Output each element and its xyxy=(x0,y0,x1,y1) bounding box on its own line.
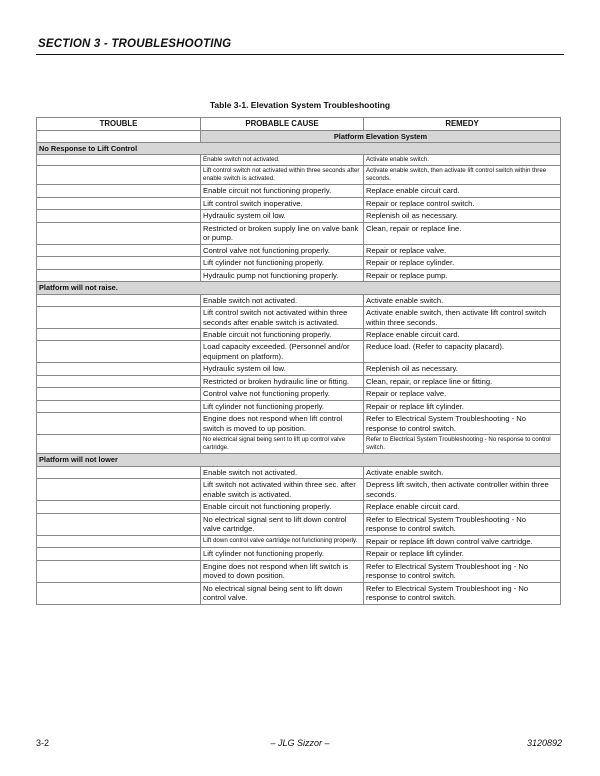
column-header-trouble: TROUBLE xyxy=(37,118,201,131)
trouble-cell xyxy=(37,513,201,535)
trouble-cell xyxy=(37,535,201,547)
trouble-cell xyxy=(37,501,201,513)
remedy-cell: Repair or replace pump. xyxy=(364,269,561,281)
probable-cause-cell: Control valve not functioning properly. xyxy=(201,244,364,256)
probable-cause-cell: Restricted or broken supply line on valve bank or pump. xyxy=(201,222,364,244)
probable-cause-cell: Lift switch not activated within three sec. after enable switch is activated. xyxy=(201,479,364,501)
table-row xyxy=(37,222,561,244)
probable-cause-cell: Engine does not respond when lift switch is moved to down position. xyxy=(201,560,364,582)
probable-cause-cell: Enable circuit not functioning properly. xyxy=(201,501,364,513)
table-row xyxy=(37,257,561,269)
remedy-cell: Replace enable circuit card. xyxy=(364,329,561,341)
remedy-cell: Repair or replace lift cylinder. xyxy=(364,548,561,560)
remedy-cell: Replenish oil as necessary. xyxy=(364,363,561,375)
remedy-cell: Refer to Electrical System Troubleshoot ing - No response to control switch. xyxy=(364,582,561,604)
table-row xyxy=(37,435,561,454)
table-row xyxy=(37,363,561,375)
table-row xyxy=(37,413,561,435)
section-divider xyxy=(36,54,564,55)
trouble-cell xyxy=(37,222,201,244)
probable-cause-cell: Lift cylinder not functioning properly. xyxy=(201,400,364,412)
table-row xyxy=(37,197,561,209)
remedy-cell: Repair or replace cylinder. xyxy=(364,257,561,269)
table-row xyxy=(37,560,561,582)
table-row xyxy=(37,388,561,400)
remedy-cell: Clean, repair or replace line. xyxy=(364,222,561,244)
trouble-cell xyxy=(37,435,201,454)
table-row xyxy=(37,466,561,478)
section-title: SECTION 3 - TROUBLESHOOTING xyxy=(38,38,232,50)
probable-cause-cell: Restricted or broken hydraulic line or fitting. xyxy=(201,375,364,387)
trouble-group-label: Platform will not lower xyxy=(37,454,561,466)
remedy-cell: Activate enable switch. xyxy=(364,466,561,478)
probable-cause-cell: Lift cylinder not functioning properly. xyxy=(201,257,364,269)
trouble-cell xyxy=(37,329,201,341)
probable-cause-cell: Lift down control valve cartridge not functioning properly. xyxy=(201,535,364,547)
table-row xyxy=(37,400,561,412)
table-row xyxy=(37,329,561,341)
table-row xyxy=(37,269,561,281)
table-row xyxy=(37,513,561,535)
remedy-cell: Activate enable switch. xyxy=(364,155,561,166)
remedy-cell: Repair or replace valve. xyxy=(364,244,561,256)
trouble-group-label: Platform will not raise. xyxy=(37,282,561,294)
trouble-group-label: No Response to Lift Control xyxy=(37,142,561,154)
trouble-cell xyxy=(37,269,201,281)
troubleshooting-table xyxy=(36,117,561,605)
trouble-cell xyxy=(37,388,201,400)
probable-cause-cell: Enable switch not activated. xyxy=(201,294,364,306)
trouble-cell xyxy=(37,257,201,269)
table-row xyxy=(37,210,561,222)
remedy-cell: Repair or replace valve. xyxy=(364,388,561,400)
remedy-cell: Reduce load. (Refer to capacity placard). xyxy=(364,341,561,363)
column-header-remedy: REMEDY xyxy=(364,118,561,131)
remedy-cell: Refer to Electrical System Troubleshooting - No response to control switch. xyxy=(364,435,561,454)
footer-title: – JLG Sizzor – xyxy=(270,738,330,748)
trouble-cell xyxy=(37,341,201,363)
remedy-cell: Depress lift switch, then activate controller within three seconds. xyxy=(364,479,561,501)
remedy-cell: Refer to Electrical System Troubleshooting - No response to control switch. xyxy=(364,413,561,435)
table-row xyxy=(37,548,561,560)
subheader-spacer xyxy=(37,130,201,142)
probable-cause-cell: No electrical signal sent to lift down control valve cartridge. xyxy=(201,513,364,535)
remedy-cell: Repair or replace lift down control valve cartridge. xyxy=(364,535,561,547)
trouble-cell xyxy=(37,413,201,435)
remedy-cell: Replenish oil as necessary. xyxy=(364,210,561,222)
document-number: 3120892 xyxy=(526,738,562,748)
trouble-cell xyxy=(37,548,201,560)
probable-cause-cell: Hydraulic system oil low. xyxy=(201,210,364,222)
remedy-cell: Repair or replace control switch. xyxy=(364,197,561,209)
probable-cause-cell: Lift control switch not activated within three seconds after enable switch is activated. xyxy=(201,307,364,329)
trouble-cell xyxy=(37,363,201,375)
probable-cause-cell: No electrical signal being sent to lift up control valve cartridge. xyxy=(201,435,364,454)
trouble-group-row xyxy=(37,454,561,466)
trouble-cell xyxy=(37,185,201,197)
table-row xyxy=(37,294,561,306)
probable-cause-cell: Control valve not functioning properly. xyxy=(201,388,364,400)
trouble-cell xyxy=(37,560,201,582)
remedy-cell: Activate enable switch, then activate lift control switch within three seconds. xyxy=(364,166,561,185)
probable-cause-cell: Engine does not respond when lift control switch is moved to up position. xyxy=(201,413,364,435)
trouble-group-row xyxy=(37,282,561,294)
remedy-cell: Activate enable switch. xyxy=(364,294,561,306)
trouble-cell xyxy=(37,582,201,604)
table-row xyxy=(37,479,561,501)
table-row xyxy=(37,582,561,604)
remedy-cell: Replace enable circuit card. xyxy=(364,501,561,513)
table-row xyxy=(37,155,561,166)
trouble-cell xyxy=(37,210,201,222)
remedy-cell: Refer to Electrical System Troubleshooting - No response to control switch. xyxy=(364,513,561,535)
trouble-cell xyxy=(37,294,201,306)
page-number: 3-2 xyxy=(36,738,50,748)
probable-cause-cell: No electrical signal being sent to lift down control valve. xyxy=(201,582,364,604)
probable-cause-cell: Enable circuit not functioning properly. xyxy=(201,329,364,341)
remedy-cell: Replace enable circuit card. xyxy=(364,185,561,197)
trouble-cell xyxy=(37,197,201,209)
column-header-probable-cause: PROBABLE CAUSE xyxy=(201,118,364,131)
table-row xyxy=(37,501,561,513)
remedy-cell: Clean, repair, or replace line or fitting. xyxy=(364,375,561,387)
trouble-cell xyxy=(37,466,201,478)
table-subheader: Platform Elevation System xyxy=(201,130,561,142)
table-row xyxy=(37,244,561,256)
table-row xyxy=(37,341,561,363)
remedy-cell: Repair or replace lift cylinder. xyxy=(364,400,561,412)
probable-cause-cell: Enable switch not activated. xyxy=(201,155,364,166)
table-row xyxy=(37,307,561,329)
trouble-cell xyxy=(37,400,201,412)
table-row xyxy=(37,535,561,547)
table-body xyxy=(37,130,561,604)
probable-cause-cell: Lift control switch not activated within three seconds after enable switch is activated. xyxy=(201,166,364,185)
probable-cause-cell: Load capacity exceeded. (Personnel and/or equipment on platform). xyxy=(201,341,364,363)
trouble-cell xyxy=(37,155,201,166)
probable-cause-cell: Hydraulic system oil low. xyxy=(201,363,364,375)
trouble-cell xyxy=(37,479,201,501)
probable-cause-cell: Lift cylinder not functioning properly. xyxy=(201,548,364,560)
trouble-cell xyxy=(37,375,201,387)
probable-cause-cell: Enable switch not activated. xyxy=(201,466,364,478)
trouble-cell xyxy=(37,307,201,329)
table-row xyxy=(37,185,561,197)
probable-cause-cell: Hydraulic pump not functioning properly. xyxy=(201,269,364,281)
trouble-cell xyxy=(37,166,201,185)
table-row xyxy=(37,375,561,387)
trouble-cell xyxy=(37,244,201,256)
probable-cause-cell: Lift control switch inoperative. xyxy=(201,197,364,209)
probable-cause-cell: Enable circuit not functioning properly. xyxy=(201,185,364,197)
table-caption: Table 3-1. Elevation System Troubleshooting xyxy=(209,100,391,110)
trouble-group-row xyxy=(37,142,561,154)
table-row xyxy=(37,166,561,185)
remedy-cell: Activate enable switch, then activate lift control switch within three seconds. xyxy=(364,307,561,329)
remedy-cell: Refer to Electrical System Troubleshoot ing - No response to control switch. xyxy=(364,560,561,582)
